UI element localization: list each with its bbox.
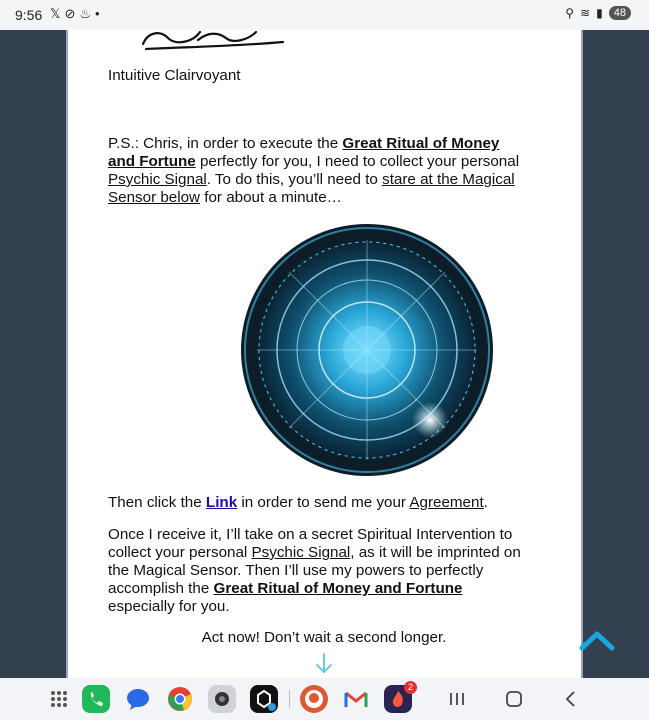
once-text: Once I receive it, I’ll take on a secret Spiritual Intervention to collect your personal (108, 526, 513, 561)
flame-icon: ♨ (79, 6, 96, 21)
recent-apps-button[interactable] (446, 688, 468, 710)
battery-indicator: 48 (609, 6, 631, 20)
psychic-signal-link[interactable]: Psychic Signal (251, 544, 351, 561)
home-button[interactable] (503, 688, 525, 710)
magical-sensor-link[interactable]: stare at the Magical Sensor below (108, 171, 515, 206)
then-text: in order to send me your (237, 494, 410, 511)
ps-text: . To do this, you’ll need to (206, 171, 383, 188)
app-drawer-icon[interactable] (45, 685, 73, 713)
left-margin (0, 30, 66, 678)
wifi-icon: ≋ (580, 6, 591, 20)
threads-app-icon[interactable] (250, 685, 278, 713)
x-icon: 𝕏 (50, 6, 65, 21)
then-text: Then click the (108, 494, 206, 511)
signature-role: Intuitive Clairvoyant (108, 67, 241, 84)
once-text: especially for you. (108, 598, 230, 615)
ps-text: for about a minute… (200, 189, 342, 206)
gmail-app-icon[interactable] (342, 685, 370, 713)
scroll-to-top-icon[interactable] (578, 626, 616, 654)
duckduckgo-app-icon[interactable] (300, 685, 328, 713)
back-button[interactable] (560, 688, 582, 710)
dock-divider (289, 690, 290, 708)
once-paragraph (108, 526, 532, 616)
act-now-text: Act now! Don’t wait a second longer. (201, 629, 447, 646)
messages-app-icon[interactable] (124, 685, 152, 713)
ps-text: P.S.: Chris, in order to execute the (108, 135, 343, 152)
notification-icons (50, 6, 104, 22)
ps-text: perfectly for you, I need to collect your personal (195, 153, 520, 170)
location-icon: ⚲ (565, 6, 575, 20)
agreement-link[interactable]: Link (205, 494, 238, 511)
notification-badge: 2 (404, 681, 417, 694)
magical-sensor-image[interactable] (240, 223, 494, 477)
signal-icon: ▮ (596, 6, 603, 20)
ritual-link[interactable]: Great Ritual of Money and Fortune (213, 580, 463, 597)
system-icons (565, 6, 631, 20)
dot-icon: • (95, 6, 104, 21)
agreement-text-link[interactable]: Agreement (409, 494, 484, 511)
status-bar (0, 0, 649, 30)
ritual-link[interactable]: Great Ritual of Money and Fortune (108, 135, 500, 170)
then-paragraph (108, 494, 528, 512)
psychic-signal-link[interactable]: Psychic Signal (108, 171, 207, 188)
status-time: 9:56 (15, 7, 43, 23)
once-text: , as it will be imprinted on the Magical Sensor. Then I’ll use my powers to perfectly accomplish the (108, 544, 521, 597)
signature-image (138, 30, 288, 52)
ps-paragraph (108, 135, 528, 207)
phone-app-icon[interactable] (82, 685, 110, 713)
email-body[interactable] (66, 30, 583, 678)
sync-icon: ⊘ (64, 6, 80, 21)
camera-app-icon[interactable] (208, 685, 236, 713)
chrome-app-icon[interactable] (166, 685, 194, 713)
tinder-app-icon[interactable] (384, 682, 413, 713)
then-text: . (483, 494, 488, 511)
scroll-down-arrow-icon (314, 652, 334, 676)
right-margin (583, 30, 649, 678)
